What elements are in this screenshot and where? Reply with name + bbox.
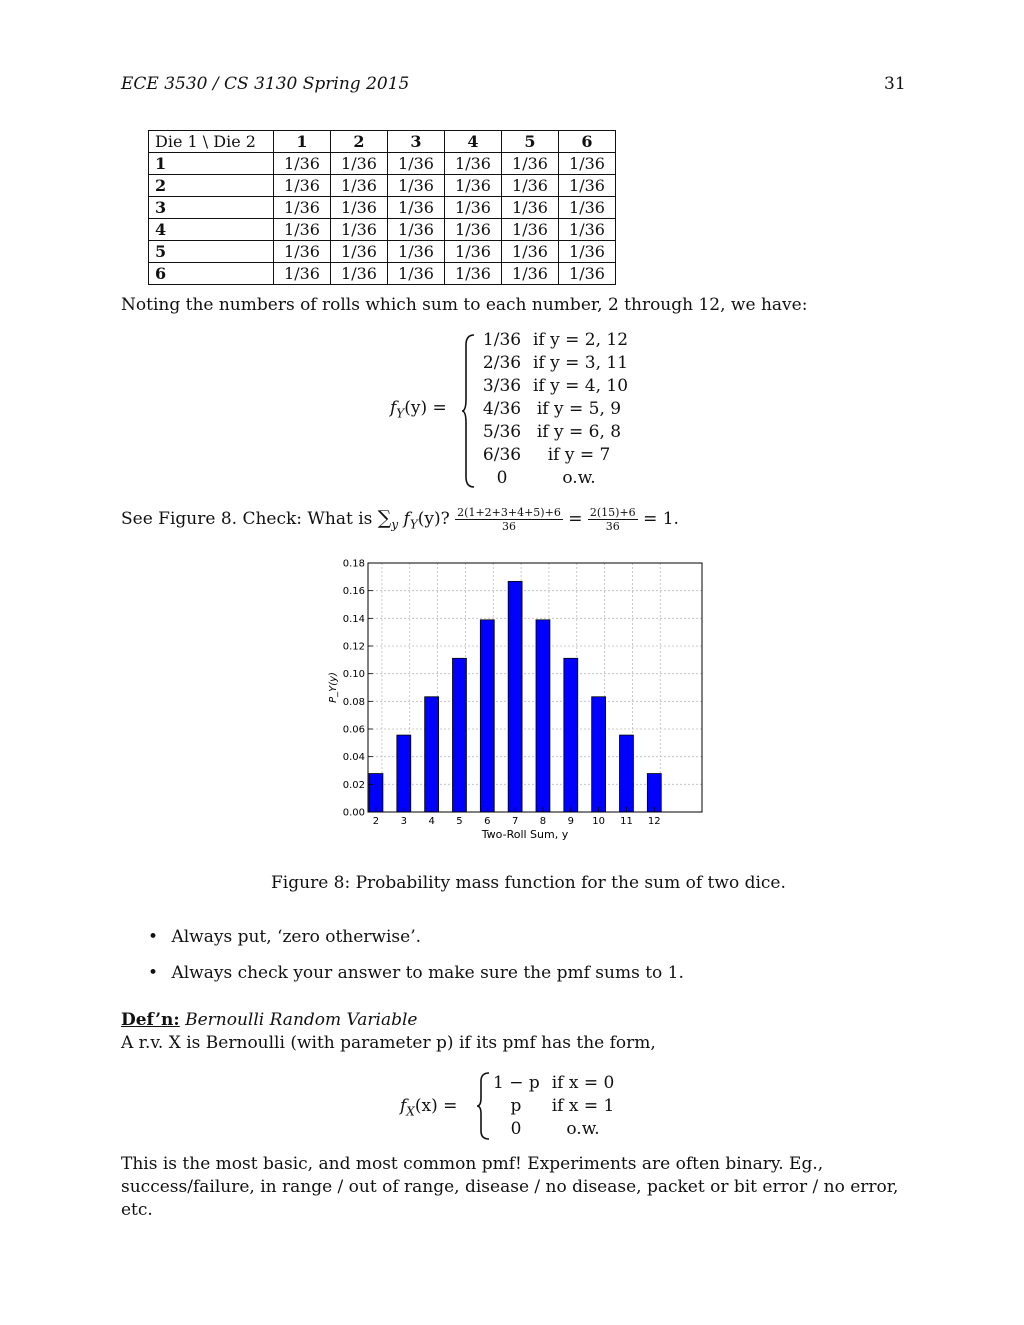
table-cell: 1/36 <box>502 241 559 263</box>
table-cell: 1/36 <box>502 153 559 175</box>
bernoulli-intro: A r.v. X is Bernoulli (with parameter p) if its pmf has the form, <box>121 1033 656 1053</box>
table-cell: 1/36 <box>331 197 388 219</box>
case-condition: o.w. <box>562 468 596 488</box>
case-value: 3/36 <box>482 376 522 396</box>
y-axis-label: P_Y(y) <box>328 672 339 703</box>
y-tick-label: 0.00 <box>342 807 365 819</box>
check-result: = 1. <box>643 509 679 529</box>
check-f-sub: Y <box>409 517 418 532</box>
table-cell: 1/36 <box>274 263 331 285</box>
pmf-x-brace <box>475 1071 491 1141</box>
defn-label: Def’n: <box>121 1010 180 1030</box>
table-cell: 1/36 <box>445 241 502 263</box>
bar <box>480 620 494 812</box>
noting-text: Noting the numbers of rolls which sum to each number, 2 through 12, we have: <box>121 295 808 315</box>
table-col-header: 5 <box>502 131 559 153</box>
bar <box>369 774 383 812</box>
check-eq: = <box>568 509 583 529</box>
table-cell: 1/36 <box>559 241 616 263</box>
table-cell: 1/36 <box>388 153 445 175</box>
closing-paragraph: This is the most basic, and most common pmf! Experiments are often binary. Eg., success/failure, in range / out of range, disease / no disease, packet or bit error / no error, etc. <box>121 1154 899 1220</box>
bar <box>425 697 439 812</box>
table-cell: 1/36 <box>331 241 388 263</box>
sum-sub: y <box>391 517 399 532</box>
case-condition: if y = 2, 12 <box>533 330 629 350</box>
table-cell: 1/36 <box>502 219 559 241</box>
table-cell: 1/36 <box>502 197 559 219</box>
running-header: ECE 3530 / CS 3130 Spring 2015 <box>121 74 410 94</box>
table-cell: 1/36 <box>559 175 616 197</box>
check-fraction-2 <box>588 506 638 533</box>
table-cell: 1/36 <box>331 219 388 241</box>
x-tick-label: 5 <box>456 816 463 827</box>
table-cell: 1/36 <box>274 153 331 175</box>
y-tick-label: 0.16 <box>342 586 365 598</box>
bar <box>620 735 634 812</box>
y-tick-label: 0.08 <box>342 696 365 708</box>
pmf-y-f: f <box>390 398 397 418</box>
y-tick-label: 0.04 <box>342 752 365 764</box>
table-cell: 1/36 <box>274 197 331 219</box>
table-row <box>149 241 616 263</box>
bar <box>508 581 522 812</box>
table-row-header: 2 <box>149 175 274 197</box>
x-tick-label: 12 <box>647 816 661 827</box>
table-cell: 1/36 <box>388 197 445 219</box>
table-cell: 1/36 <box>445 153 502 175</box>
case-value: 0 <box>510 1119 522 1139</box>
x-tick-label: 9 <box>567 816 574 827</box>
table-cell: 1/36 <box>274 219 331 241</box>
pmf-y-arg: (y) = <box>404 398 447 418</box>
frac2-den: 36 <box>605 520 620 533</box>
frac1-den: 36 <box>501 520 516 533</box>
table-cell: 1/36 <box>445 219 502 241</box>
table-cell: 1/36 <box>388 241 445 263</box>
dice-probability-table <box>148 130 616 285</box>
check-line <box>121 506 679 533</box>
bar <box>453 658 467 812</box>
x-tick-label: 8 <box>539 816 547 827</box>
y-tick-label: 0.12 <box>342 641 365 653</box>
pmf-y-sub: Y <box>396 406 405 421</box>
defn-title: Bernoulli Random Variable <box>185 1010 418 1030</box>
table-row-header: 5 <box>149 241 274 263</box>
x-tick-label: 7 <box>511 816 519 827</box>
y-tick-label: 0.06 <box>342 724 365 736</box>
bullet-text-1: Always put, ‘zero otherwise’. <box>171 927 422 947</box>
x-tick-label: 3 <box>400 816 407 827</box>
pmf-x-arg: (x) = <box>414 1096 458 1116</box>
bar <box>536 620 550 812</box>
table-cell: 1/36 <box>502 175 559 197</box>
check-f: f <box>403 509 410 529</box>
x-tick-label: 4 <box>428 816 435 827</box>
table-cell: 1/36 <box>331 153 388 175</box>
x-tick-label: 6 <box>484 816 491 827</box>
case-value: p <box>510 1096 522 1116</box>
x-tick-label: 10 <box>592 816 605 827</box>
table-row <box>149 263 616 285</box>
pmf-x-lhs <box>400 1096 457 1118</box>
y-tick-label: 0.10 <box>342 669 365 681</box>
table-col-header: 1 <box>274 131 331 153</box>
table-cell: 1/36 <box>559 153 616 175</box>
table-cell: 1/36 <box>559 263 616 285</box>
pmf-y-lhs <box>390 398 447 420</box>
frac1-num: 2(1+2+3+4+5)+6 <box>457 506 561 519</box>
pmf-bar-chart <box>310 550 720 845</box>
bullet-item: • Always put, ‘zero otherwise’. <box>148 927 422 947</box>
bullet-text-2: Always check your answer to make sure the pmf sums to 1. <box>171 963 684 983</box>
bar <box>647 774 661 812</box>
table-row <box>149 219 616 241</box>
x-tick-label: 2 <box>372 816 380 827</box>
table-col-header: 2 <box>331 131 388 153</box>
y-tick-label: 0.14 <box>342 613 365 625</box>
table-row-header: 1 <box>149 153 274 175</box>
bullet-item: • Always check your answer to make sure the pmf sums to 1. <box>148 963 684 983</box>
table-cell: 1/36 <box>388 219 445 241</box>
table-cell: 1/36 <box>445 197 502 219</box>
table-row-header: 4 <box>149 219 274 241</box>
y-tick-label: 0.02 <box>342 779 365 791</box>
case-condition: if y = 5, 9 <box>536 399 622 419</box>
definition-heading <box>121 1010 417 1030</box>
check-fraction-1 <box>455 506 563 533</box>
x-axis-label: Two-Roll Sum, y <box>481 828 569 841</box>
table-cell: 1/36 <box>388 263 445 285</box>
case-value: 1 − p <box>493 1073 540 1093</box>
table-row-header: 6 <box>149 263 274 285</box>
case-value: 2/36 <box>482 353 522 373</box>
bar <box>397 735 411 812</box>
table-cell: 1/36 <box>445 175 502 197</box>
pmf-x-sub: X <box>406 1104 415 1119</box>
table-cell: 1/36 <box>274 175 331 197</box>
frac2-num: 2(15)+6 <box>589 506 636 519</box>
table-row-header: 3 <box>149 197 274 219</box>
case-value: 1/36 <box>482 330 522 350</box>
case-value: 4/36 <box>482 399 522 419</box>
table-corner-header: Die 1 \ Die 2 <box>149 131 274 153</box>
table-cell: 1/36 <box>559 197 616 219</box>
case-condition: if y = 7 <box>547 445 611 465</box>
x-tick-label: 11 <box>620 816 633 827</box>
table-cell: 1/36 <box>502 263 559 285</box>
bar <box>564 658 578 812</box>
table-cell: 1/36 <box>388 175 445 197</box>
table-cell: 1/36 <box>331 263 388 285</box>
table-col-header: 3 <box>388 131 445 153</box>
pmf-x-f: f <box>400 1096 407 1116</box>
case-condition: if x = 0 <box>551 1073 615 1093</box>
table-cell: 1/36 <box>331 175 388 197</box>
table-row <box>149 153 616 175</box>
check-text: See Figure 8. Check: What is <box>121 509 373 529</box>
case-value: 0 <box>496 468 508 488</box>
case-value: 6/36 <box>482 445 522 465</box>
sum-symbol: ∑ <box>377 507 392 529</box>
table-row <box>149 175 616 197</box>
case-condition: o.w. <box>566 1119 600 1139</box>
check-f-arg: (y)? <box>417 509 450 529</box>
case-value: 5/36 <box>482 422 522 442</box>
page-number: 31 <box>884 74 906 94</box>
case-condition: if y = 4, 10 <box>533 376 629 396</box>
table-cell: 1/36 <box>559 219 616 241</box>
figure-caption: Figure 8: Probability mass function for the sum of two dice. <box>271 873 786 893</box>
table-col-header: 4 <box>445 131 502 153</box>
table-row <box>149 197 616 219</box>
pmf-y-brace <box>460 333 476 489</box>
table-col-header: 6 <box>559 131 616 153</box>
y-tick-label: 0.18 <box>342 558 365 570</box>
case-condition: if y = 6, 8 <box>536 422 622 442</box>
table-cell: 1/36 <box>274 241 331 263</box>
table-cell: 1/36 <box>445 263 502 285</box>
case-condition: if x = 1 <box>551 1096 615 1116</box>
bar <box>592 697 606 812</box>
case-condition: if y = 3, 11 <box>533 353 629 373</box>
